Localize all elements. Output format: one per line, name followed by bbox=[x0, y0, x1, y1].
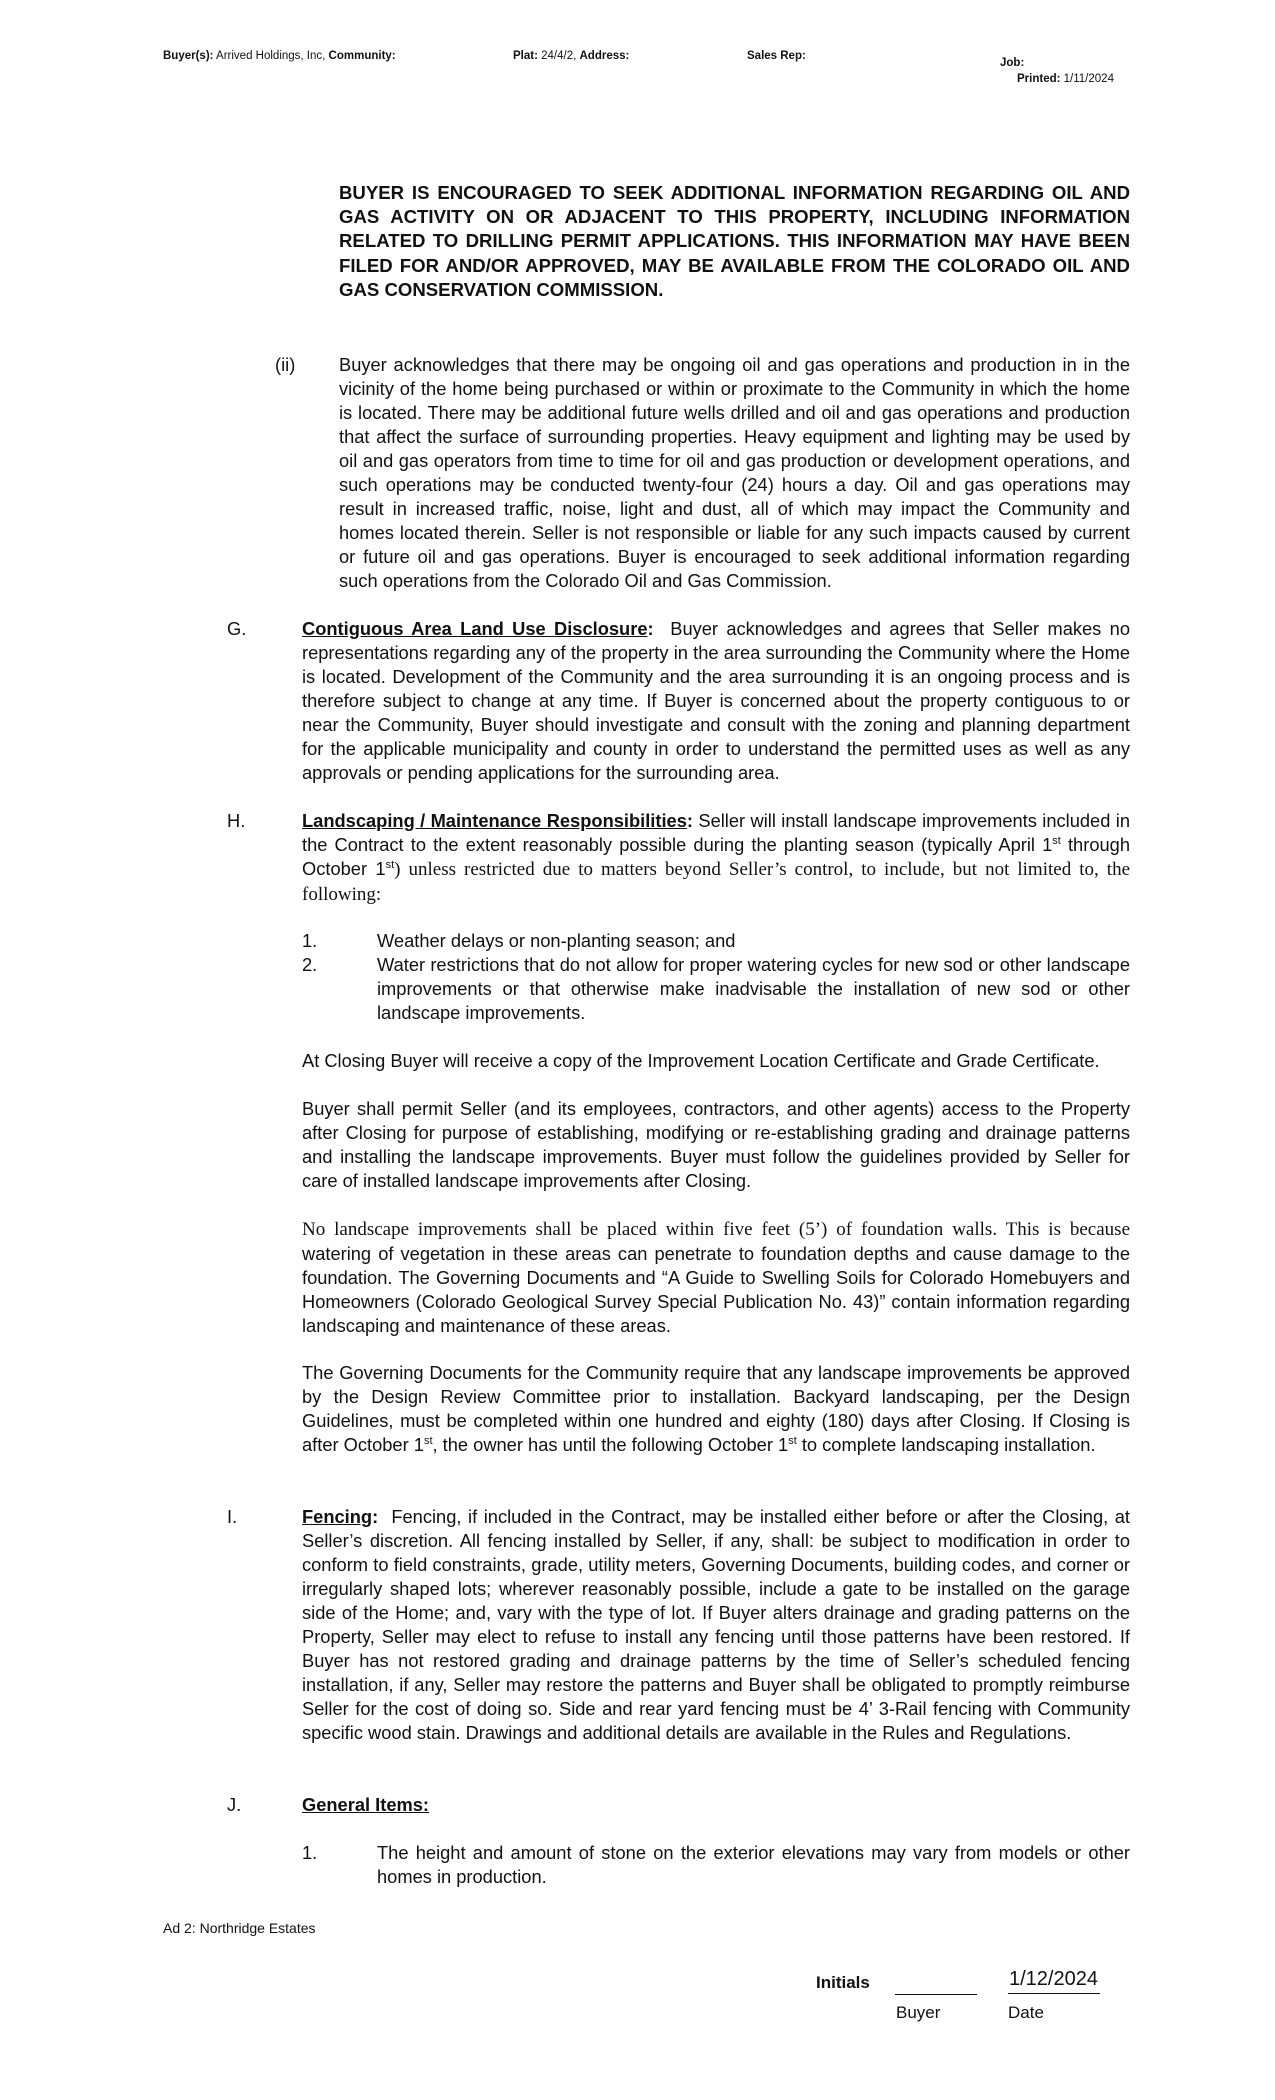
h-list-text-2: Water restrictions that do not allow for proper watering cycles for new sod or other landscape improvements or that otherwise make inadvisable the installation of new sod or other landscape improvements. bbox=[377, 954, 1130, 1023]
section-g-heading: Contiguous Area Land Use Disclosure bbox=[302, 618, 648, 639]
h-nolandscape-b: watering of vegetation in these areas can penetrate to foundation depths and cause damage to the foundation. The Governing Documents and “A Guide to Swelling Soils for Colorado Homebuyers and Homeowners (Colorado Geological Survey Special Publication No. 43)” contain information regarding landscaping and maintenance of these areas. bbox=[302, 1243, 1130, 1336]
address-label: Address: bbox=[579, 50, 630, 62]
buyers-label: Buyer(s): bbox=[163, 50, 214, 62]
h-list-num-2: 2. bbox=[302, 954, 318, 975]
initials-label: Initials bbox=[816, 1973, 870, 1992]
h-closing-para: At Closing Buyer will receive a copy of the Improvement Location Certificate and Grade Certificate. bbox=[302, 1050, 1100, 1071]
item-ii-label: (ii) bbox=[275, 354, 296, 375]
section-h-label: H. bbox=[227, 810, 246, 831]
section-h-text-a: Seller will install landscape improvements included in the Contract to the extent reasonably possible during the planting season (typically April 1 bbox=[302, 810, 1130, 855]
sup-st: st bbox=[423, 1434, 433, 1447]
sales-rep-label: Sales Rep: bbox=[747, 50, 806, 62]
oil-gas-notice: BUYER IS ENCOURAGED TO SEEK ADDITIONAL INFORMATION REGARDING OIL AND GAS ACTIVITY ON OR ADJACENT TO THIS PROPERTY, INCLUDING INFORMATION RELATED TO DRILLING PERMIT APPLICATIONS. THIS INFORMATION MAY HAVE BEEN FILED FOR AND/OR APPROVED, MAY BE AVAILABLE FROM THE COLORADO OIL AND GAS CONSERVATION COMMISSION. bbox=[339, 182, 1130, 300]
section-h-heading: Landscaping / Maintenance Responsibilities bbox=[302, 810, 687, 831]
section-g-text: Buyer acknowledges and agrees that Seller makes no representations regarding any of the property in the area surrounding the Community where the Home is located. Development of the Community and the area surrounding it is an ongoing process and is therefore subject to change at any time. If Buyer is concerned about the property contiguous to or near the Community, Buyer should investigate and consult with the zoning and planning department for the applicable municipality and county in order to understand the permitted uses as well as any approvals or pending applications for the surrounding area. bbox=[302, 618, 1130, 783]
section-i-label: I. bbox=[227, 1506, 238, 1527]
sup-st: st bbox=[788, 1434, 797, 1447]
h-nolandscape-para bbox=[302, 1217, 1130, 1338]
plat-label: Plat: bbox=[513, 50, 538, 62]
section-i-text: Fencing, if included in the Contract, may be installed either before or after the Closing, at Seller’s discretion. All fencing installed by Seller, if any, shall: be subject to modification in order to conform to field constraints, grade, utility meters, Governing Documents, building codes, and corner or irregularly shaped lots; wherever reasonably possible, include a gate to be installed on the garage side of the Home; and, vary with the type of lot. If Buyer alters drainage and grading patterns on the Property, Seller may elect to refuse to install any fencing until those patterns have been restored. If Buyer has not restored grading and drainage patterns by the time of Seller’s scheduled fencing installation, if any, Seller may restore the patterns and Buyer shall be obligated to promptly reimburse Seller for the cost of doing so. Side and rear yard fencing must be 4’ 3-Rail fencing with Community specific wood stain. Drawings and additional details are available in the Rules and Regulations. bbox=[302, 1506, 1130, 1743]
sup-st: st bbox=[385, 858, 395, 871]
community-label: Community: bbox=[328, 50, 396, 62]
section-i-para: Fencing: Fencing, if included in the Contract, may be installed either before or after the Closing, at Seller’s discretion. All fencing installed by Seller, if any, shall: be subject to modification in order to conform to field constraints, grade, utility meters, Governing Documents, building codes, and corner or irregularly shaped lots; wherever reasonably possible, include a gate to be installed on the garage side of the Home; and, vary with the type of lot. If Buyer alters drainage and grading patterns on the Property, Seller may elect to refuse to install any fencing until those patterns have been restored. If Buyer has not restored grading and drainage patterns by the time of Seller’s scheduled fencing installation, if any, Seller may restore the patterns and Buyer shall be obligated to promptly reimburse Seller for the cost of doing so. Side and rear yard fencing must be 4’ 3-Rail fencing with Community specific wood stain. Drawings and additional details are available in the Rules and Regulations. bbox=[302, 1506, 1130, 1743]
initials-signature-line[interactable] bbox=[895, 1994, 977, 1995]
sup-st: st bbox=[1052, 834, 1061, 847]
plat-value: 24/4/2, bbox=[541, 50, 577, 62]
header-job bbox=[1000, 57, 1024, 69]
signature-date: 1/12/2024 bbox=[1008, 1968, 1100, 1994]
h-governing-c: to complete landscaping installation. bbox=[796, 1434, 1096, 1455]
section-h-text-c: ) unless restricted due to matters beyond Seller’s control, to include, but not limited to, the following: bbox=[302, 859, 1131, 905]
section-g-para: Contiguous Area Land Use Disclosure: Buyer acknowledges and agrees that Seller makes no representations regarding any of the property in the area surrounding the Community where the Home is located. Development of the Community and the area surrounding it is an ongoing process and is therefore subject to change at any time. If Buyer is concerned about the property contiguous to or near the Community, Buyer should investigate and consult with the zoning and planning department for the applicable municipality and county in order to understand the permitted uses as well as any approvals or pending applications for the surrounding area. bbox=[302, 618, 1130, 783]
header-sales-rep bbox=[747, 50, 806, 62]
job-label: Job: bbox=[1000, 57, 1025, 69]
section-h-text-b: through October 1 bbox=[302, 834, 1130, 879]
h-nolandscape-a: No landscape improvements shall be placed within five feet (5’) of foundation walls. This is because bbox=[302, 1219, 1130, 1240]
h-governing-b: , the owner has until the following October 1 bbox=[432, 1434, 789, 1455]
j-list-text-1: The height and amount of stone on the exterior elevations may vary from models or other homes in production. bbox=[377, 1842, 1130, 1887]
buyer-label: Buyer bbox=[896, 2003, 941, 2022]
section-g-label: G. bbox=[227, 618, 247, 639]
h-governing-a: The Governing Documents for the Community require that any landscape improvements be approved by the Design Review Committee prior to installation. Backyard landscaping, per the Design Guidelines, must be completed within one hundred and eighty (180) days after Closing. If Closing is after October 1 bbox=[302, 1362, 1130, 1455]
section-j-label: J. bbox=[227, 1794, 242, 1815]
header-buyers bbox=[163, 50, 396, 62]
h-list-text-1: Weather delays or non-planting season; and bbox=[377, 930, 736, 951]
j-list-num-1: 1. bbox=[302, 1842, 318, 1863]
header-plat bbox=[513, 50, 629, 62]
printed-label: Printed: bbox=[1017, 73, 1061, 85]
section-h-para: Landscaping / Maintenance Responsibilities: Seller will install landscape improvements included in the Contract to the extent reasonably possible during the planting season (typically April 1st through October 1st) unless restricted due to matters beyond Seller’s control, to include, but not limited to, the following: bbox=[302, 810, 1131, 905]
h-access-para: Buyer shall permit Seller (and its employees, contractors, and other agents) access to the Property after Closing for purpose of establishing, modifying or re-establishing grading and drainage patterns and installing the landscape improvements. Buyer must follow the guidelines provided by Seller for care of installed landscape improvements after Closing. bbox=[302, 1098, 1130, 1191]
printed-value: 1/11/2024 bbox=[1063, 73, 1114, 85]
item-ii-text: Buyer acknowledges that there may be ongoing oil and gas operations and production in in the vicinity of the home being purchased or within or proximate to the Community in which the home is located. There may be additional future wells drilled and oil and gas operations and production that affect the surface of surrounding properties. Heavy equipment and lighting may be used by oil and gas operators from time to time for oil and gas production or development operations, and such operations may be conducted twenty-four (24) hours a day. Oil and gas operations may result in increased traffic, noise, light and dust, all of which may impact the Community and homes located therein. Seller is not responsible or liable for any such impacts caused by current or future oil and gas operations. Buyer is encouraged to seek additional information regarding such operations from the Colorado Oil and Gas Commission. bbox=[339, 354, 1130, 591]
buyers-value: Arrived Holdings, Inc, bbox=[216, 50, 326, 62]
document-name: Ad 2: Northridge Estates bbox=[163, 1920, 316, 1936]
header-printed bbox=[1017, 73, 1114, 85]
h-governing-para bbox=[302, 1361, 1130, 1457]
section-j-heading: General Items: bbox=[302, 1794, 430, 1815]
date-label: Date bbox=[1008, 2003, 1044, 2022]
section-i-heading: Fencing bbox=[302, 1506, 373, 1527]
h-list-num-1: 1. bbox=[302, 930, 318, 951]
